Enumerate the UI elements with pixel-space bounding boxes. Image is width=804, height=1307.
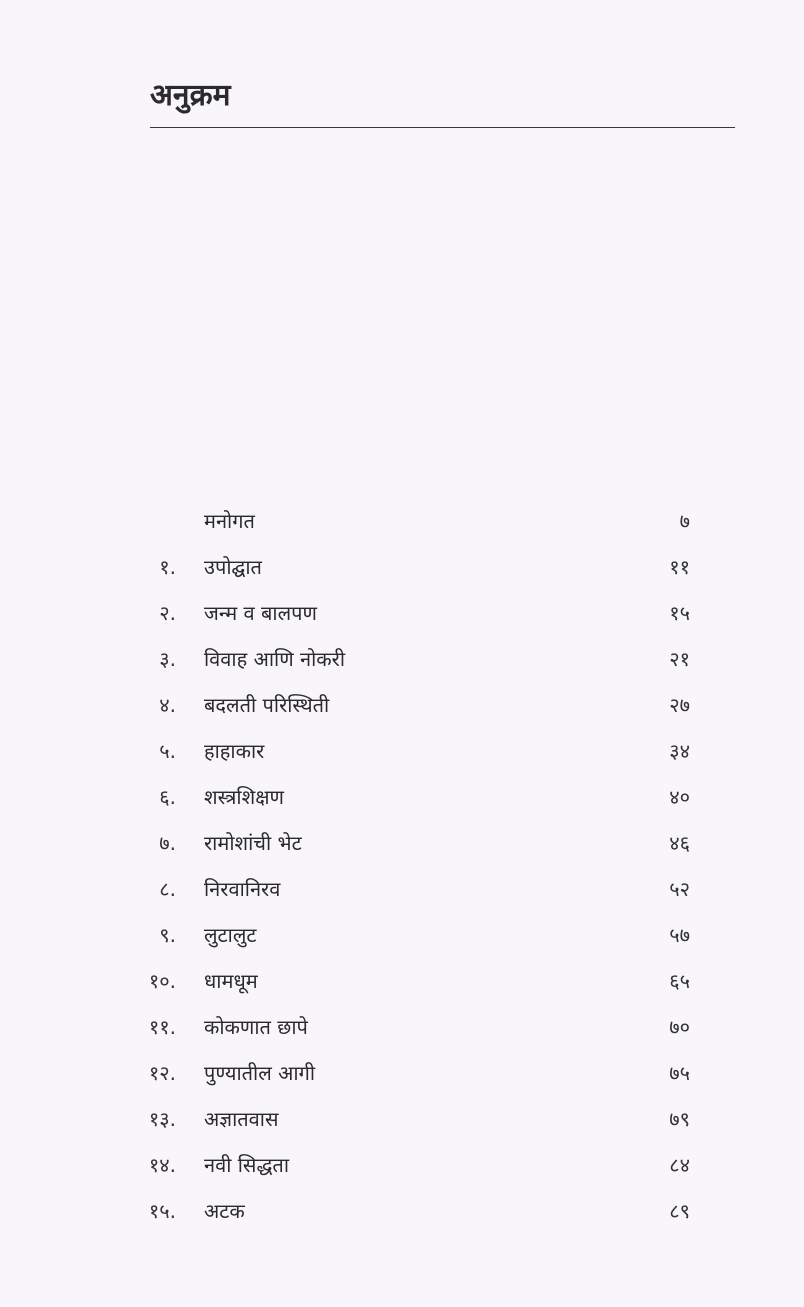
chapter-number: १५.	[148, 1199, 176, 1223]
page-number: ६५	[669, 969, 690, 993]
chapter-title: अटक	[204, 1199, 245, 1223]
toc-entry	[110, 1096, 690, 1142]
chapter-number: १२.	[148, 1061, 176, 1085]
chapter-title: रामोशांची भेट	[204, 831, 302, 855]
chapter-number: ९.	[159, 923, 176, 947]
chapter-title: कोकणात छापे	[204, 1015, 308, 1039]
page-number: २१	[669, 647, 690, 671]
toc-entry	[110, 774, 690, 820]
toc-entry	[110, 912, 690, 958]
chapter-number: ८.	[159, 877, 176, 901]
chapter-title: विवाह आणि नोकरी	[204, 647, 346, 671]
page-number: ८४	[669, 1153, 690, 1177]
chapter-number: १४.	[148, 1153, 176, 1177]
page-number: ४०	[669, 785, 690, 809]
page-number: ७५	[669, 1061, 690, 1085]
chapter-number: ५.	[159, 739, 176, 763]
chapter-number: १.	[159, 555, 176, 579]
title-underline	[150, 127, 735, 128]
page-number: ८९	[669, 1199, 690, 1223]
toc-entry	[110, 1142, 690, 1188]
page-title: अनुक्रम	[150, 78, 231, 113]
chapter-number: १०.	[148, 969, 176, 993]
page-number: ११	[669, 555, 690, 579]
toc-entry	[110, 544, 690, 590]
chapter-title: लुटालुट	[204, 923, 257, 947]
toc-entry	[110, 590, 690, 636]
chapter-number: ११.	[148, 1015, 176, 1039]
table-of-contents	[110, 498, 690, 1234]
chapter-title: उपोद्घात	[204, 555, 262, 579]
chapter-title: नवी सिद्धता	[204, 1153, 290, 1177]
chapter-title: बदलती परिस्थिती	[204, 693, 330, 717]
chapter-title: अज्ञातवास	[204, 1107, 279, 1131]
page-number: ५२	[669, 877, 690, 901]
toc-entry	[110, 820, 690, 866]
chapter-title: पुण्यातील आगी	[204, 1061, 316, 1085]
chapter-title: हाहाकार	[204, 739, 265, 763]
page-number: ४६	[669, 831, 690, 855]
page-number: २७	[669, 693, 690, 717]
page-number: ३४	[669, 739, 690, 763]
toc-entry	[110, 728, 690, 774]
page-number: ५७	[669, 923, 690, 947]
chapter-title: जन्म व बालपण	[204, 601, 317, 625]
chapter-number: २.	[159, 601, 176, 625]
chapter-number: ४.	[159, 693, 176, 717]
toc-entry	[110, 498, 690, 544]
chapter-title: मनोगत	[204, 509, 255, 533]
chapter-title: धामधूम	[204, 969, 258, 993]
toc-entry	[110, 1188, 690, 1234]
chapter-number: ३.	[159, 647, 176, 671]
toc-entry	[110, 682, 690, 728]
chapter-title: निरवानिरव	[204, 877, 281, 901]
chapter-number: १३.	[148, 1107, 176, 1131]
chapter-number: ६.	[159, 785, 176, 809]
page-number: ७	[679, 509, 690, 533]
page-number: १५	[669, 601, 690, 625]
page-number: ७९	[669, 1107, 690, 1131]
page-number: ७०	[669, 1015, 690, 1039]
toc-entry	[110, 1050, 690, 1096]
chapter-title: शस्त्रशिक्षण	[204, 785, 284, 809]
chapter-number: ७.	[159, 831, 176, 855]
toc-entry	[110, 636, 690, 682]
toc-entry	[110, 1004, 690, 1050]
toc-entry	[110, 958, 690, 1004]
toc-entry	[110, 866, 690, 912]
